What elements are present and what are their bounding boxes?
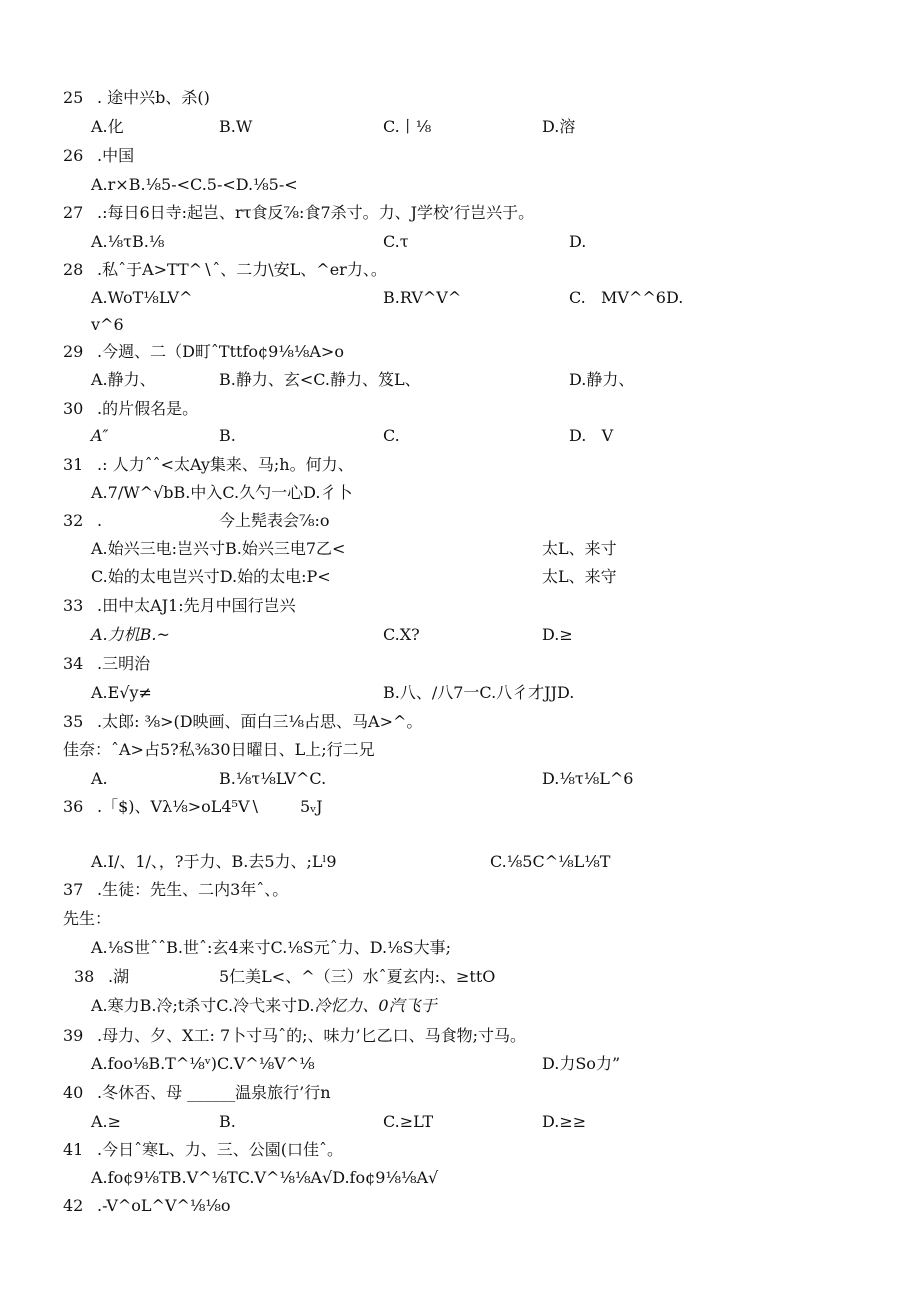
question-40 bbox=[63, 1083, 331, 1103]
question-text: .-V^oL^V^⅛⅛o bbox=[97, 1196, 231, 1215]
options-line: A.fo¢9⅛TB.V^⅛TC.V^⅛⅛A√D.fo¢9⅛⅛A√ bbox=[91, 1168, 439, 1187]
question-number: 26 bbox=[63, 146, 84, 165]
question-31 bbox=[63, 455, 354, 475]
option-a: A.E√y≠ bbox=[91, 683, 152, 702]
option-d: D. V bbox=[569, 426, 614, 445]
option-d: D.静力、 bbox=[569, 370, 635, 389]
option-c: C.≥LT bbox=[383, 1112, 434, 1131]
question-text: .生徒：先生、二内3年ˆ、。 bbox=[97, 880, 289, 899]
question-text: .中国 bbox=[97, 146, 135, 165]
question-text: .私ˆ于A>TT^∖ˆ、二力\安L、^er力、。 bbox=[97, 260, 387, 279]
option-d: D.力So力” bbox=[542, 1054, 621, 1073]
question-text: .湖 bbox=[108, 967, 130, 986]
question-number: 31 bbox=[63, 455, 84, 474]
option-c: C.τ bbox=[383, 232, 409, 251]
question-39 bbox=[63, 1026, 526, 1046]
question-text: .田中太AJ1:先月中国行岂兴 bbox=[97, 596, 296, 615]
option-b: B.W bbox=[219, 117, 253, 136]
option-d-continued: 太L、来守 bbox=[542, 567, 617, 586]
question-32 bbox=[63, 511, 102, 531]
question-34 bbox=[63, 654, 150, 674]
question-text: .太郎: ⅜>(D映画、面白三⅛占思、马A>^。 bbox=[97, 712, 423, 731]
option-a: A.化 bbox=[91, 117, 124, 136]
question-33 bbox=[63, 596, 296, 616]
question-text: .冬休否、母 ______温泉旅行’行n bbox=[97, 1083, 331, 1102]
question-30 bbox=[63, 399, 198, 419]
question-number: 29 bbox=[63, 342, 84, 361]
question-text: .的片假名是。 bbox=[97, 399, 199, 418]
question-text: . bbox=[97, 511, 103, 530]
question-text: .: 人力ˆˆ<太Ay集来、马;h。何力、 bbox=[97, 455, 354, 474]
options-line: A.7/W^√bB.中入C.久勺一心D.彳卜 bbox=[91, 483, 353, 502]
question-42 bbox=[63, 1196, 231, 1216]
question-text: .三明治 bbox=[97, 654, 151, 673]
question-text-continued: 5仁美L<、^（三）水ˆ夏玄内:、≥ttO bbox=[219, 967, 496, 986]
options-line: A.⅛S世ˆˆB.世ˆ:玄4来寸C.⅛S元ˆ力、D.⅛S大事; bbox=[91, 938, 451, 957]
question-number: 25 bbox=[63, 88, 84, 107]
options-line: A.r×B.⅛5-<C.5-<D.⅛5-< bbox=[91, 175, 298, 194]
dialogue-line: 先生： bbox=[63, 909, 112, 928]
option-ab: A.始兴三电:岂兴寸B.始兴三电7乙< bbox=[91, 539, 346, 558]
question-number: 30 bbox=[63, 399, 84, 418]
option-b: B. bbox=[219, 1112, 236, 1131]
question-38 bbox=[74, 967, 129, 987]
option-bc: B.⅛τ⅛LV^C. bbox=[219, 769, 327, 788]
question-text: . 途中兴b、杀() bbox=[97, 88, 210, 107]
option-ab: A.⅛τB.⅛ bbox=[91, 232, 165, 251]
question-number: 37 bbox=[63, 880, 84, 899]
option-cd: C. MV^^6D. bbox=[569, 288, 684, 307]
option-a: A. bbox=[91, 769, 108, 788]
option-b: B. bbox=[219, 426, 236, 445]
question-35 bbox=[63, 712, 422, 732]
question-number: 33 bbox=[63, 596, 84, 615]
question-37 bbox=[63, 880, 288, 900]
option-ab: A.I/、1/、，?于力、B.去5力、;Lˡ9 bbox=[91, 852, 337, 871]
question-36 bbox=[63, 797, 260, 817]
option-b: B.RV^V^ bbox=[383, 288, 462, 307]
option-cd: C.⅛5C^⅛L⅛T bbox=[490, 852, 611, 871]
options-part: A.寒力B.冷;t杀寸C.冷弋来寸D. bbox=[91, 996, 315, 1015]
option-d: D.溶 bbox=[542, 117, 576, 136]
question-number: 27 bbox=[63, 203, 84, 222]
question-27 bbox=[63, 203, 534, 223]
option-c: C.X? bbox=[383, 625, 420, 644]
option-d: D.≥ bbox=[542, 625, 573, 644]
question-41 bbox=[63, 1140, 343, 1160]
question-number: 38 bbox=[74, 967, 95, 986]
option-d: D. bbox=[569, 232, 587, 251]
dialogue-line: 佳奈：ˆA>占5?私⅜30日曜日、L上;行二兄 bbox=[63, 740, 375, 759]
question-number: 39 bbox=[63, 1026, 84, 1045]
question-number: 40 bbox=[63, 1083, 84, 1102]
question-number: 34 bbox=[63, 654, 84, 673]
option-a: A″ bbox=[91, 426, 109, 445]
question-29 bbox=[63, 342, 344, 362]
option-bc: B.静力、玄<C.静力、笈L、 bbox=[219, 370, 421, 389]
question-text-continued: 5ᵥJ bbox=[300, 797, 323, 816]
option-abc: A.foo⅛B.T^⅛ᵛ)C.V^⅛V^⅛ bbox=[91, 1054, 315, 1073]
question-25 bbox=[63, 88, 210, 108]
options-line bbox=[91, 996, 437, 1016]
option-d: D.≥≥ bbox=[542, 1112, 587, 1131]
question-28 bbox=[63, 260, 387, 280]
options-part-italic: 冷忆力、0汽飞于 bbox=[314, 996, 437, 1015]
question-number: 32 bbox=[63, 511, 84, 530]
option-ab: A.力机B.~ bbox=[91, 625, 170, 644]
option-d: D.⅛τ⅛L^6 bbox=[542, 769, 634, 788]
question-number: 36 bbox=[63, 797, 84, 816]
option-a: A.静力、 bbox=[91, 370, 156, 389]
question-number: 35 bbox=[63, 712, 84, 731]
option-c: C.丨⅛ bbox=[383, 117, 432, 136]
option-continued: v^6 bbox=[91, 315, 124, 334]
question-26 bbox=[63, 146, 134, 166]
question-number: 41 bbox=[63, 1140, 84, 1159]
question-text-continued: 今上髡表会⅞:o bbox=[219, 511, 330, 530]
option-a: A.WoT⅛LV^ bbox=[91, 288, 193, 307]
question-text: .今週、二（D町ˆTttfo¢9⅛⅛A>o bbox=[97, 342, 344, 361]
option-b-continued: 太L、来寸 bbox=[542, 539, 617, 558]
option-a: A.≥ bbox=[91, 1112, 122, 1131]
question-text: .「$)、Vλ⅛>oL4⁵V∖ bbox=[97, 797, 260, 816]
question-number: 42 bbox=[63, 1196, 84, 1215]
question-text: .:每日6日寺:起岂、rτ食反⅞:食7杀寸。力、J学校’行岂兴于。 bbox=[97, 203, 535, 222]
question-text: .母力、夕、X工: 7卜寸马ˆ的;、味力’匕乙口、马食物;寸马。 bbox=[97, 1026, 527, 1045]
question-text: .今日ˆ寒L、力、三、公園(口佳ˆ。 bbox=[97, 1140, 343, 1159]
option-cd: C.始的太电岂兴寸D.始的太电:P< bbox=[91, 567, 331, 586]
option-bcd: B.八、/八7一C.八彳才JJD. bbox=[383, 683, 575, 702]
option-c: C. bbox=[383, 426, 400, 445]
question-number: 28 bbox=[63, 260, 84, 279]
